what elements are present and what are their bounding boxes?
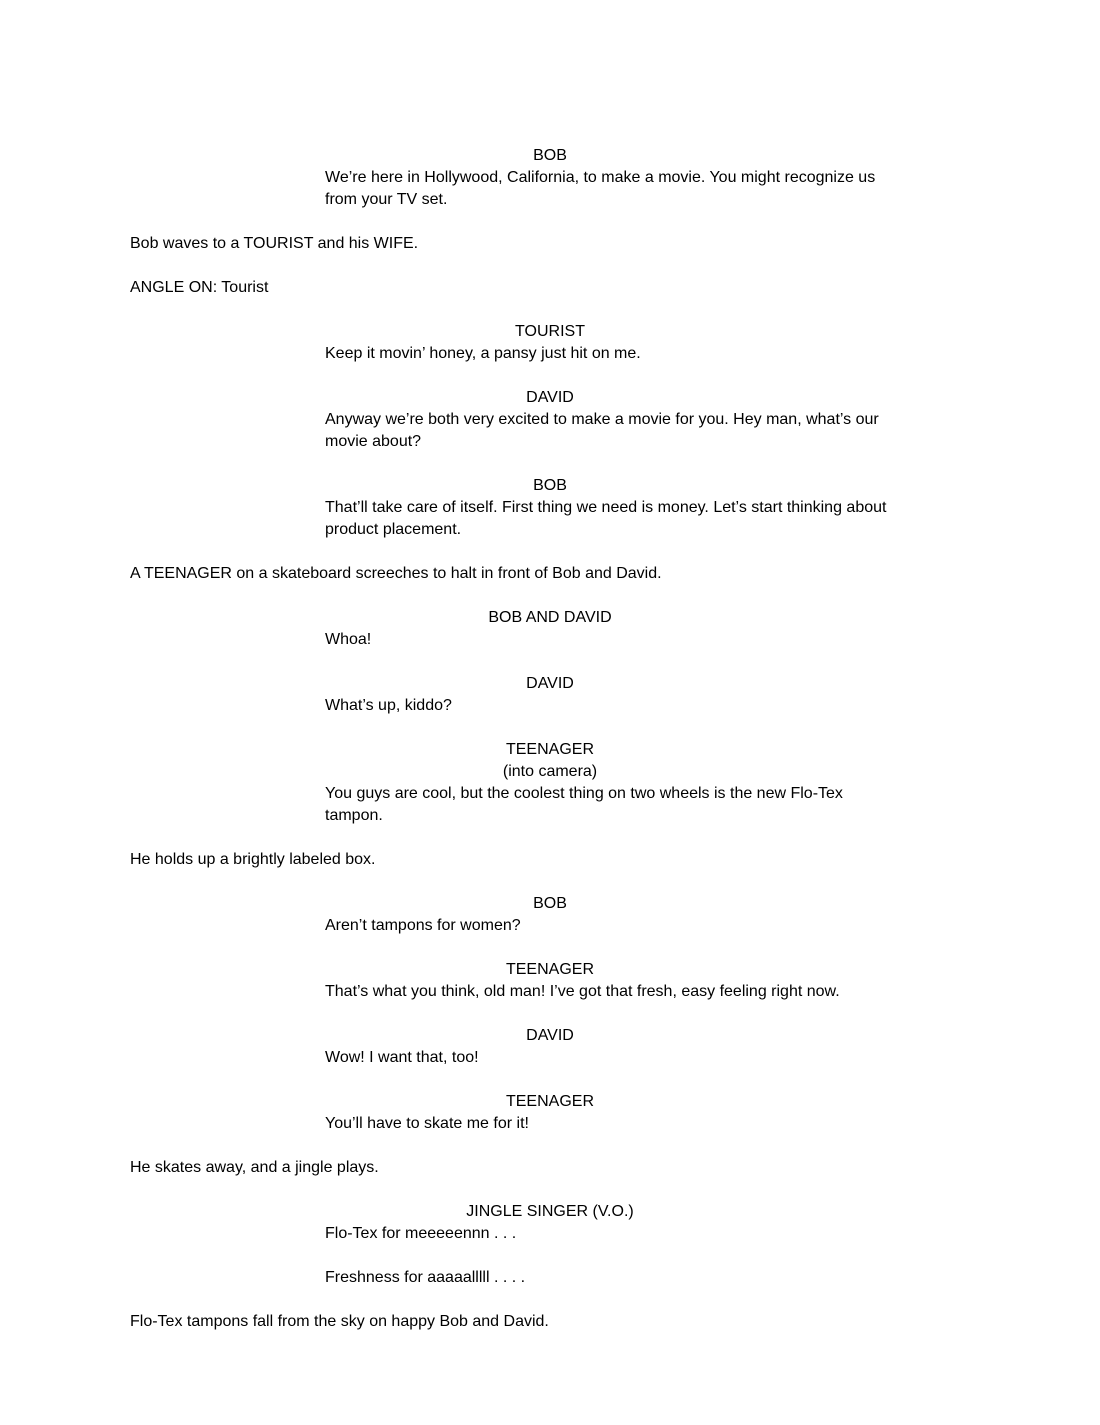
character-name: DAVID	[526, 675, 574, 692]
dialogue-line-blank	[325, 1245, 970, 1267]
dialogue-text	[325, 409, 970, 453]
dialogue-line: You guys are cool, but the coolest thing on two wheels is the new Flo-Tex	[325, 785, 843, 802]
dialogue-line: Freshness for aaaaalllll . . . .	[325, 1269, 526, 1286]
character-name: BOB	[533, 895, 567, 912]
dialogue-line: Wow! I want that, too!	[325, 1049, 479, 1066]
character-name: TEENAGER	[505, 961, 594, 978]
dialogue-line: That’ll take care of itself. First thing we need is money. Let’s start thinking about	[325, 499, 887, 516]
dialogue-text	[325, 497, 970, 541]
character-name: BOB AND DAVID	[488, 609, 612, 626]
dialogue-line: Aren’t tampons for women?	[325, 917, 521, 934]
dialogue-block	[130, 321, 970, 365]
dialogue-text	[325, 1047, 970, 1069]
dialogue-block	[130, 959, 970, 1003]
dialogue-block	[130, 893, 970, 937]
dialogue-line: You’ll have to skate me for it!	[325, 1115, 529, 1132]
dialogue-block	[130, 475, 970, 541]
dialogue-text	[325, 629, 970, 651]
dialogue-line: tampon.	[325, 807, 383, 824]
action-line: He skates away, and a jingle plays.	[130, 1159, 379, 1176]
dialogue-line: from your TV set.	[325, 191, 448, 208]
dialogue-line: movie about?	[325, 433, 422, 450]
character-name: TEENAGER	[505, 1093, 594, 1110]
character-name: BOB	[533, 477, 567, 494]
dialogue-block	[130, 673, 970, 717]
character-name: BOB	[533, 147, 567, 164]
dialogue-block	[130, 145, 970, 211]
character-name: TEENAGER	[505, 741, 594, 758]
action-line: Flo-Tex tampons fall from the sky on happy Bob and David.	[130, 1313, 549, 1330]
dialogue-line: Whoa!	[325, 631, 372, 648]
action-line: ANGLE ON: Tourist	[130, 279, 269, 296]
dialogue-text	[325, 167, 970, 211]
dialogue-block	[130, 1025, 970, 1069]
character-name: TOURIST	[515, 323, 585, 340]
action-line: Bob waves to a TOURIST and his WIFE.	[130, 235, 419, 252]
dialogue-line: Anyway we’re both very excited to make a movie for you. Hey man, what’s our	[325, 411, 879, 428]
dialogue-text	[325, 1113, 970, 1135]
action-line: He holds up a brightly labeled box.	[130, 851, 376, 868]
dialogue-block	[130, 607, 970, 651]
dialogue-line: We’re here in Hollywood, California, to make a movie. You might recognize us	[325, 169, 876, 186]
dialogue-text	[325, 695, 970, 717]
dialogue-line: Keep it movin’ honey, a pansy just hit on me.	[325, 345, 641, 362]
dialogue-block	[130, 387, 970, 453]
dialogue-text	[325, 1223, 970, 1289]
dialogue-block	[130, 739, 970, 827]
dialogue-line: Flo-Tex for meeeeennn . . .	[325, 1225, 517, 1242]
parenthetical: (into camera)	[502, 763, 598, 780]
dialogue-line: product placement.	[325, 521, 462, 538]
dialogue-line: That’s what you think, old man! I’ve got that fresh, easy feeling right now.	[325, 983, 840, 1000]
dialogue-text	[325, 783, 970, 827]
character-name: JINGLE SINGER (V.O.)	[466, 1203, 634, 1220]
character-name: DAVID	[526, 1027, 574, 1044]
dialogue-text	[325, 981, 970, 1003]
dialogue-block	[130, 1201, 970, 1289]
dialogue-line: What’s up, kiddo?	[325, 697, 452, 714]
character-name: DAVID	[526, 389, 574, 406]
dialogue-text	[325, 915, 970, 937]
dialogue-block	[130, 1091, 970, 1135]
action-line: A TEENAGER on a skateboard screeches to halt in front of Bob and David.	[130, 565, 662, 582]
dialogue-text	[325, 343, 970, 365]
